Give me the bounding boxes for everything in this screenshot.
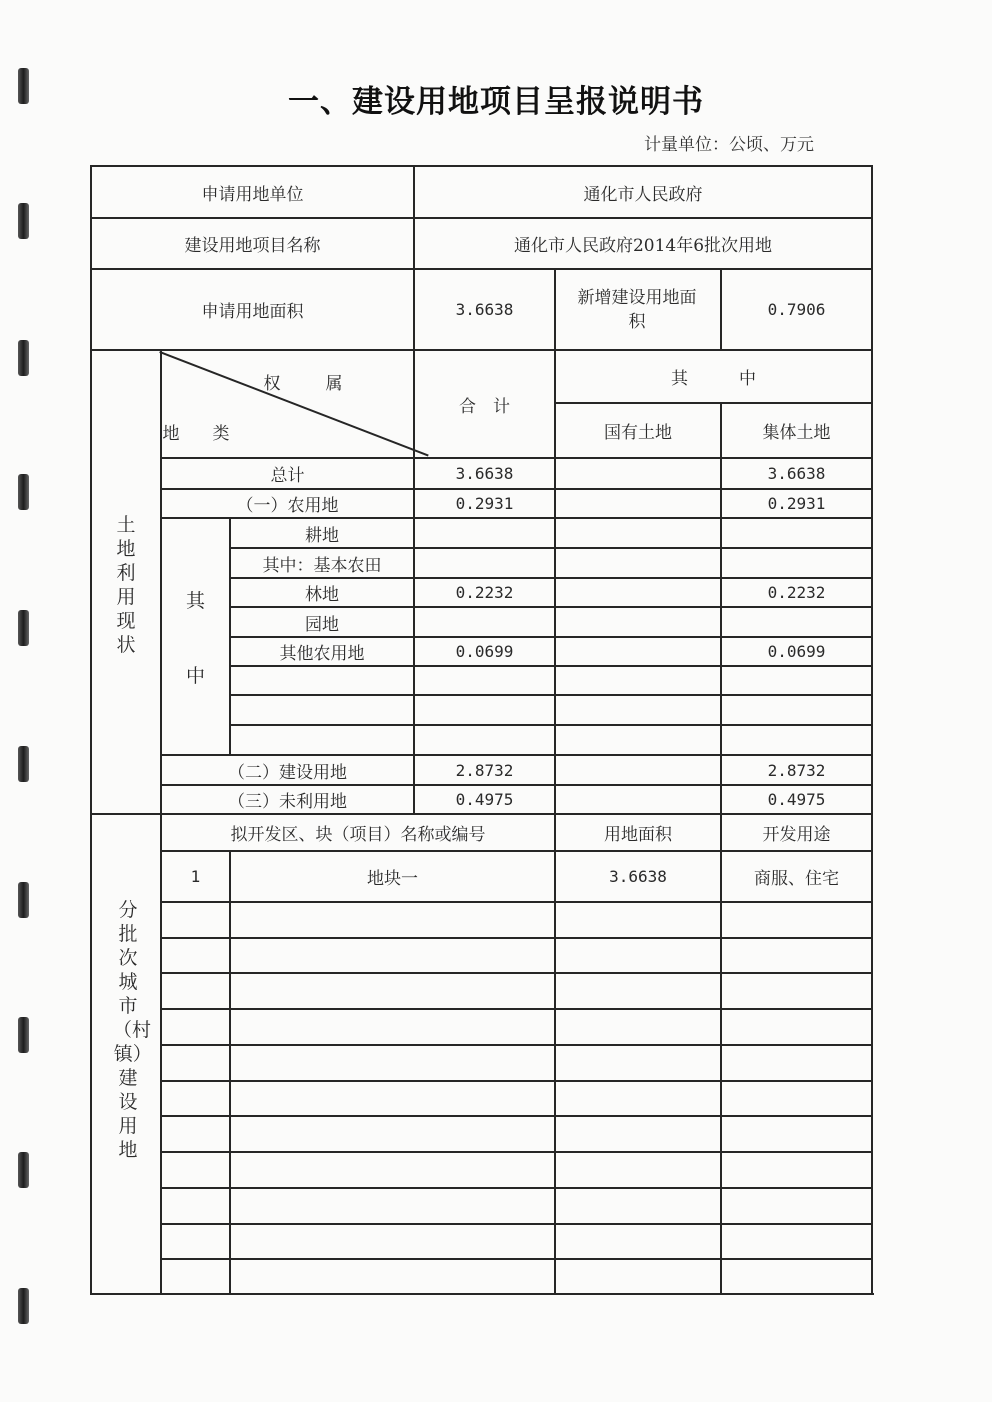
area-value: 3.6638 [455,300,514,319]
applicant-value: 通化市人民政府 [583,184,703,205]
total-row-label: 总计 [270,466,305,486]
sub-row-total: 0.0699 [455,642,514,661]
sub-row-state [556,726,720,754]
construction-row-state [556,756,720,784]
agri-row-total: 0.2931 [455,494,514,513]
total-row-state [556,459,720,488]
sub-row-collective [722,519,871,547]
sub-row-collective [722,726,871,754]
of-which-column-header: 其 中 [671,369,756,389]
sub-row-label: 园地 [305,614,339,635]
sub-row-label [231,696,413,724]
sub-row-total [415,549,554,577]
collective-land-column-header: 集体土地 [762,423,831,443]
batch-row-number: 1 [190,867,201,886]
unused-row-state [556,786,720,813]
sub-row-total [415,519,554,547]
new-area-label: 新增建设用地面 积 [577,288,714,332]
sub-row-label [231,667,413,694]
total-row-collective: 3.6638 [767,464,826,483]
sub-row-collective [722,696,871,724]
sub-row-collective: 0.0699 [767,642,826,661]
sub-row-state [556,579,720,606]
batch-section-label: 分批次城市（村镇）建设用地 [113,899,152,1161]
sub-row-state [556,549,720,577]
sub-row-collective [722,549,871,577]
batch-area-column-header: 用地面积 [604,825,672,845]
total-row-total: 3.6638 [455,464,514,483]
project-name-value: 通化市人民政府2014年6批次用地 [513,236,773,256]
ownership-label: 权 属 [263,373,357,394]
land-type-label: 地 类 [162,423,238,444]
sub-row-total [415,608,554,636]
sub-row-state [556,519,720,547]
batch-row-area: 3.6638 [609,867,667,886]
batch-row-name: 地块一 [367,869,418,889]
sub-row-state [556,696,720,724]
unused-row-collective: 0.4975 [767,790,826,809]
construction-row-total: 2.8732 [455,760,514,780]
sub-row-total [415,726,554,754]
sub-row-label: 其他农用地 [279,644,365,664]
agri-row-label: （一）农用地 [236,496,339,516]
construction-row-collective: 2.8732 [767,760,826,780]
agri-row-state [556,490,720,517]
sub-row-state [556,608,720,636]
of-which-row-label-1: 其 [185,589,205,612]
project-name-label: 建设用地项目名称 [184,236,321,256]
unused-row-total: 0.4975 [455,790,514,809]
sub-row-state [556,638,720,665]
construction-row-label: （二）建设用地 [228,762,347,783]
total-column-header: 合 计 [459,396,510,417]
of-which-row-label-2: 中 [185,664,205,687]
sub-row-total: 0.2232 [455,583,514,602]
applicant-label: 申请用地单位 [201,184,304,205]
batch-use-column-header: 开发用途 [762,825,831,845]
agri-row-collective: 0.2931 [767,494,826,513]
land-status-section-label: 土地利用现状 [116,514,136,656]
sub-row-label [231,726,413,754]
area-label: 申请用地面积 [201,302,304,322]
sub-row-label: 林地 [305,585,339,605]
batch-row-use: 商服、住宅 [754,869,839,889]
batch-name-column-header: 拟开发区、块（项目）名称或编号 [230,825,486,845]
sub-row-collective [722,667,871,694]
sub-row-collective [722,608,871,636]
sub-row-total [415,696,554,724]
unit-note: 计量单位：公顷、万元 [644,135,814,155]
sub-row-total [415,667,554,694]
state-land-column-header: 国有土地 [604,423,672,443]
new-area-value: 0.7906 [767,300,826,319]
sub-row-label: 其中：基本农田 [262,555,382,576]
page-title: 一、建设用地项目呈报说明书 [288,84,704,120]
sub-row-state [556,667,720,694]
sub-row-collective: 0.2232 [767,583,826,602]
sub-row-label: 耕地 [305,525,339,546]
unused-row-label: （三）未利用地 [228,792,347,812]
